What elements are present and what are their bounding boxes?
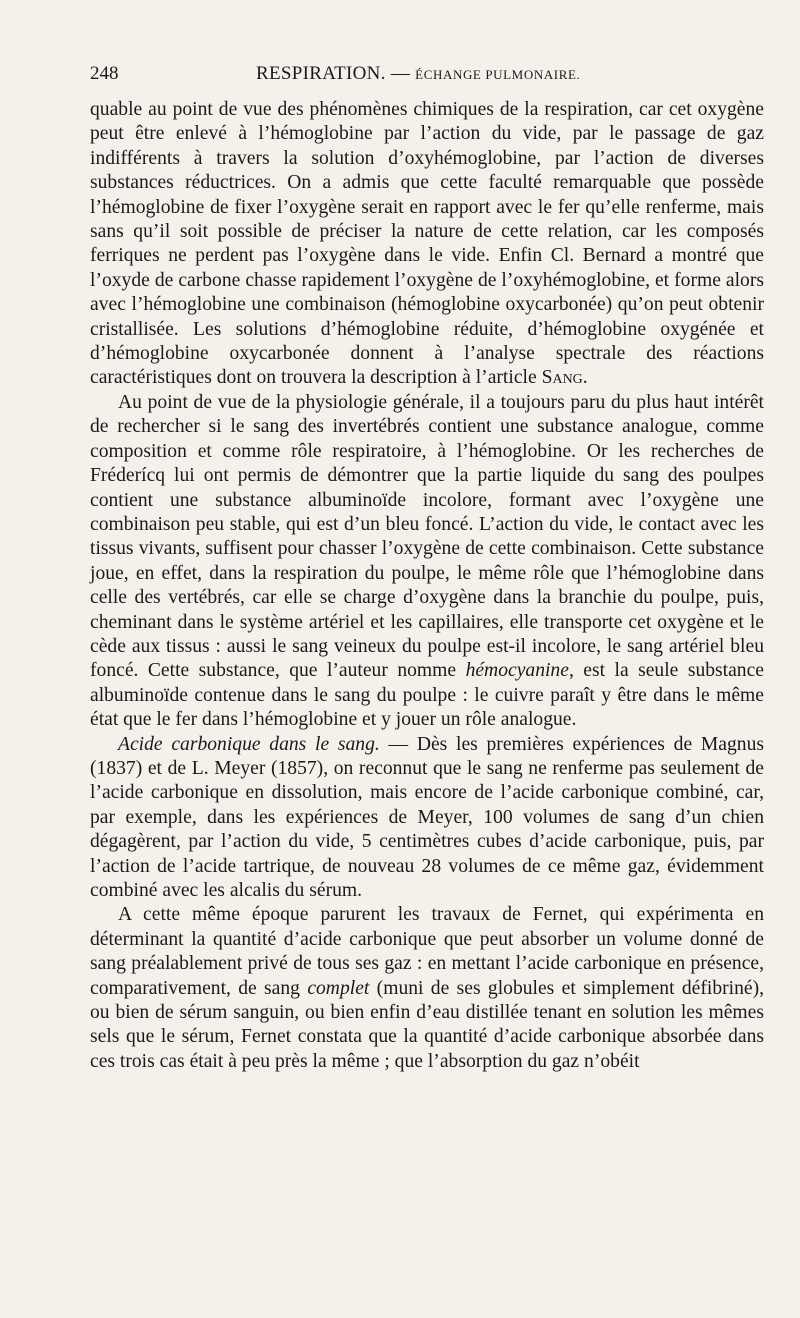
paragraph-text: Au point de vue de la physiologie générale, il a toujours paru du plus haut intérêt de rechercher si le sang des invertébrés contient une substance analogue, comme composition et comme rôle respiratoire, à l’hémoglobine. Or les recherches de Fréderícq lui ont permis de démontrer que la partie liquide du sang des poulpes contient une substance albuminoïde incolore, formant avec l’oxygène une combinaison peu stable, qui est d’un bleu foncé. L’action du vide, le contact avec les tissus vivants, suffisent pour chasser l’oxygène de cette combinaison. Cette substance joue, en effet, dans la respiration du poulpe, le même rôle que l’hémoglobine dans celle des vertébrés, car elle se charge d’oxygène dans la branchie du poulpe, puis, cheminant dans le système artériel et les capillaires, elle transporte cet oxygène et le cède aux tissus : aussi le sang veineux du poulpe est-il incolore, le sang artériel bleu foncé. Cette substance, que l’auteur nomme (90, 391, 764, 682)
paragraph-carbonic-acid (90, 733, 764, 904)
paragraph-text-end: (muni de ses globules et simplement défibriné), ou bien de sérum sanguin, ou bien enfin d’eau distillée tenant en solution les mêmes sels que le sérum, Fernet constata que la quantité d’acide carbonique absorbée dans ces trois cas était à peu près la même ; que l’absorption du gaz n’obéit (90, 977, 765, 1072)
section-heading-carbonic-acid: Acide carbonique dans le sang. (118, 733, 380, 755)
chapter-title (256, 56, 580, 93)
italic-term-complet: complet (307, 977, 370, 999)
body-text (90, 98, 764, 1074)
cross-reference-sang: Sang (541, 367, 583, 389)
running-head (90, 56, 764, 92)
paragraph-fernet (90, 903, 764, 1074)
title-separator: — (385, 63, 416, 84)
paragraph-text-end: , est la seule substance albuminoïde contenue dans le sang du poulpe : le cuivre paraît y être dans le même état que le fer dans l’hémoglobine et y jouer un rôle analogue. (90, 660, 764, 731)
paragraph-text: — Dès les premières expériences de Magnus (1837) et de L. Meyer (1857), on reconnut que le sang ne renferme pas seulement de l’acide carbonique en dissolution, mais encore de l’acide carbonique combiné, car, par exemple, dans les expériences de Meyer, 100 volumes de sang d’un chien dégagèrent, par l’action du vide, 5 centimètres cubes d’acide carbonique, puis, par l’action de l’acide tartrique, de nouveau 28 volumes de ce même gaz, évidemment combiné avec les alcalis du sérum. (90, 733, 764, 901)
paragraph-invertebrates (90, 391, 764, 733)
chapter-subtitle: ÉCHANGE PULMONAIRE. (415, 67, 581, 82)
italic-term-hemocyanine: hémocyanine (465, 660, 569, 682)
paragraph-text-end: . (582, 367, 588, 389)
page-number: 248 (90, 63, 119, 84)
paragraph-hemoglobin (90, 98, 764, 391)
paragraph-text: quable au point de vue des phénomènes chimiques de la respiration, car cet oxygène peut être enlevé à l’hémoglobine par l’action du vide, par le passage de gaz indifférents à travers la solution d’oxyhémoglobine, par l’action de diverses substances réductrices. On a admis que cette faculté remarquable que possède l’hémoglobine de fixer l’oxygène serait en rapport avec le fer qu’elle renferme, mais sans qu’il soit possible de préciser la nature de cette relation, car les composés ferriques ne perdent pas l’oxygène dans le vide. Enfin Cl. Bernard a montré que l’oxyde de carbone chasse rapidement l’oxygène de l’oxyhémoglobine, et forme alors avec l’hémoglobine une combinaison (hémoglobine oxycarbonée) qu’on peut obtenir cristallisée. Les solutions d’hémoglobine réduite, d’hémoglobine oxygénée et d’hémoglobine oxycarbonée donnent à l’analyse spectrale des réactions caractéristiques dont on trouvera la description à l’article (90, 99, 764, 389)
paragraph-text: A cette même époque parurent les travaux de Fernet, qui expérimenta en déterminant la quantité d’acide carbonique que peut absorber un volume donné de sang préalablement privé de tous ses gaz : en mettant l’acide carbonique en présence, comparativement, de sang (90, 904, 764, 999)
chapter-title-main: RESPIRATION. (256, 63, 386, 84)
